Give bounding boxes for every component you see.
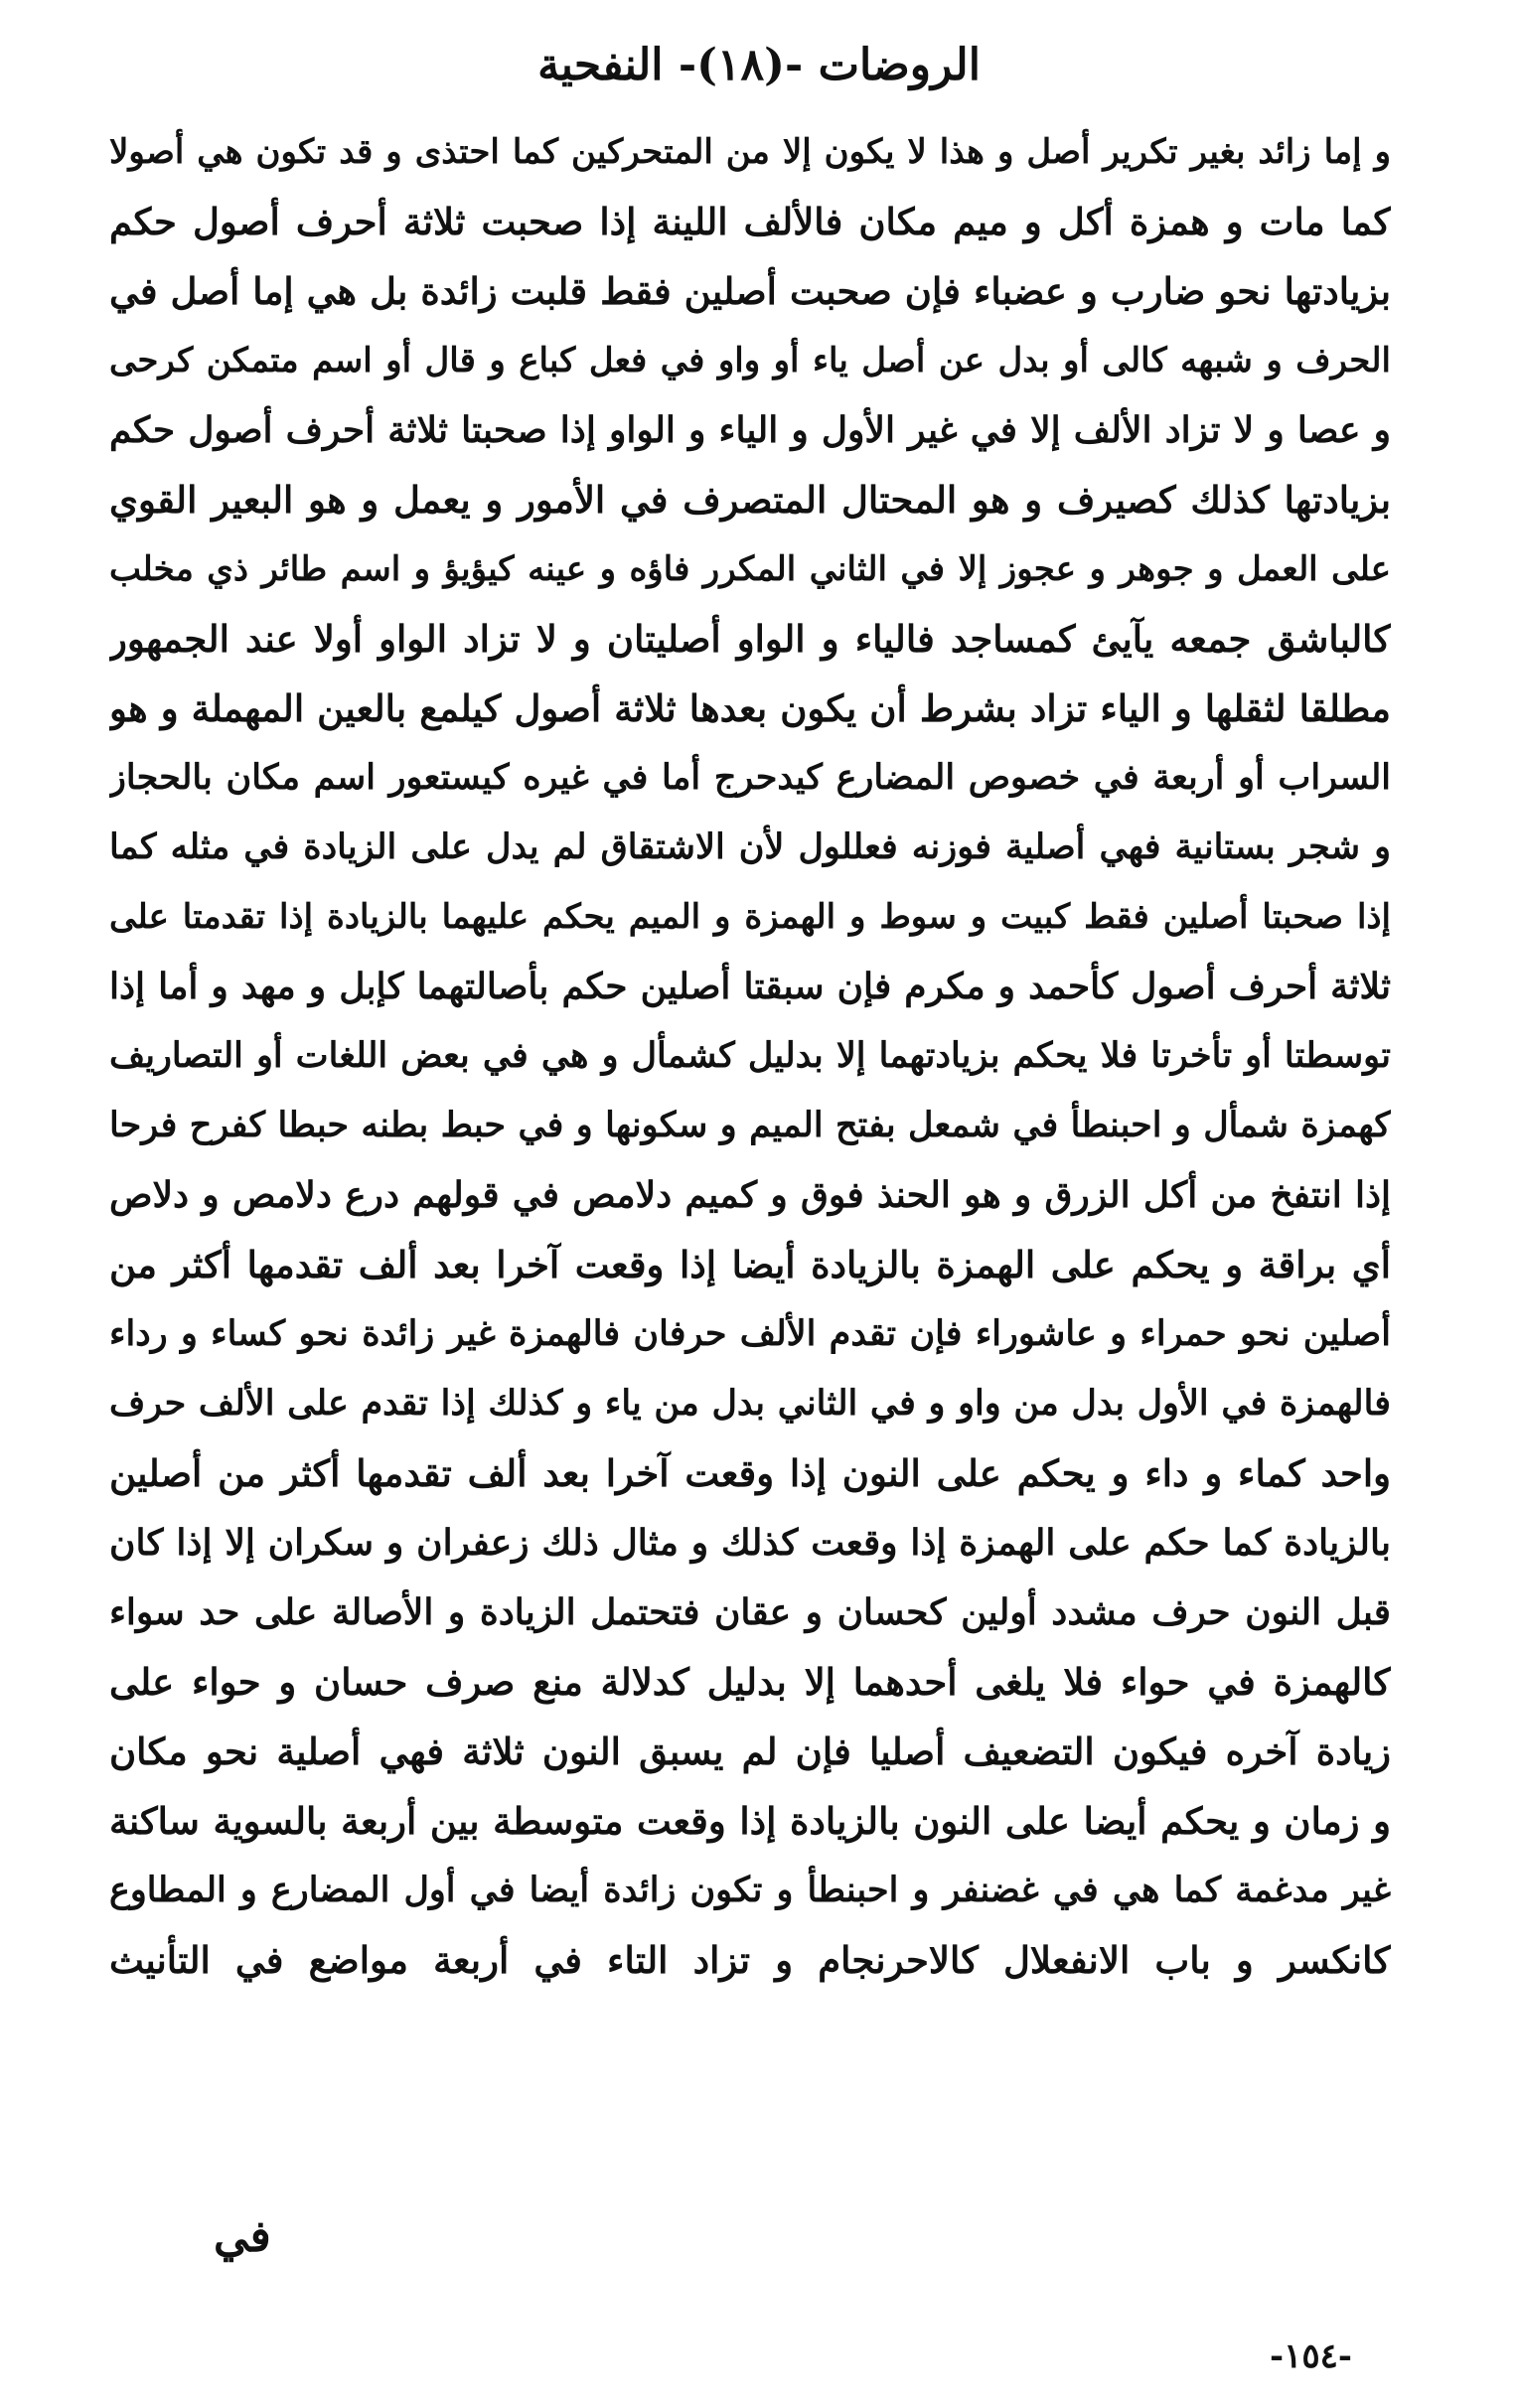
text-line: السراب أو أربعة في خصوص المضارع كيدحرج أما في غيره كيستعور اسم مكان بالحجاز (109, 757, 1391, 798)
text-line: أصلين نحو حمراء و عاشوراء فإن تقدم الألف حرفان فالهمزة غير زائدة نحو كساء و رداء (109, 1313, 1391, 1354)
catchword: في (214, 2211, 271, 2262)
body-text (109, 117, 1391, 1995)
text-line: الحرف و شبهه كالى أو بدل عن أصل ياء أو واو في فعل كباع و قال أو اسم متمكن كرحى (109, 341, 1391, 380)
text-line: و عصا و لا تزاد الألف إلا في غير الأول و الياء و الواو إذا صحبتا ثلاثة أحرف أصول حكم (109, 409, 1391, 451)
page-number: -١٥٤- (1270, 2336, 1353, 2376)
text-line: زيادة آخره فيكون التضعيف أصليا فإن لم يسبق النون ثلاثة فهي أصلية نحو مكان (109, 1730, 1391, 1773)
text-line: بزيادتها نحو ضارب و عضباء فإن صحبت أصلين فقط قلبت زائدة بل هي إما أصل في (109, 269, 1391, 313)
text-line: على العمل و جوهر و عجوز إلا في الثاني المكرر فاؤه و عينه كيؤيؤ و اسم طائر ذي مخلب (109, 549, 1391, 589)
text-line: غير مدغمة كما هي في غضنفر و احبنطأ و تكون زائدة أيضا في أول المضارع و المطاوع (109, 1870, 1391, 1910)
page-header: الروضات -(١٨)- النفحية (537, 40, 981, 90)
text-line: إذا صحبتا أصلين فقط كبيت و سوط و الهمزة و الميم يحكم عليهما بالزيادة إذا تقدمتا على (109, 897, 1391, 937)
text-line: ثلاثة أحرف أصول كأحمد و مكرم فإن سبقتا أصلين حكم بأصالتهما كإبل و مهد و أما إذا (109, 966, 1391, 1007)
text-line: و زمان و يحكم أيضا على النون بالزيادة إذا وقعت متوسطة بين أربعة بالسوية ساكنة (109, 1799, 1391, 1843)
text-line: بالزيادة كما حكم على الهمزة إذا وقعت كذلك و مثال ذلك زعفران و سكران إلا إذا كان (109, 1522, 1391, 1564)
text-line: بزيادتها كذلك كصيرف و هو المحتال المتصرف في الأمور و يعمل و هو البعير القوي (109, 478, 1391, 522)
text-line: كالباشق جمعه يآيئ كمساجد فالياء و الواو أصليتان و لا تزاد الواو أولا عند الجمهور (109, 617, 1391, 661)
text-line: مطلقا لثقلها و الياء تزاد بشرط أن يكون بعدها ثلاثة أصول كيلمع بالعين المهملة و هو (109, 686, 1391, 730)
text-line: أي براقة و يحكم على الهمزة بالزيادة أيضا إذا وقعت آخرا بعد ألف تقدمها أكثر من (109, 1243, 1391, 1286)
text-line: و إما زائد بغير تكرير أصل و هذا لا يكون إلا من المتحركين كما احتذى و قد تكون هي أصولا (109, 132, 1391, 172)
text-line: كانكسر و باب الانفعلال كالاحرنجام و تزاد التاء في أربعة مواضع في التأنيث (109, 1938, 1391, 1982)
text-line: فالهمزة في الأول بدل من واو و في الثاني بدل من ياء و كذلك إذا تقدم على الألف حرف (109, 1383, 1391, 1424)
text-line: واحد كماء و داء و يحكم على النون إذا وقعت آخرا بعد ألف تقدمها أكثر من أصلين (109, 1451, 1391, 1495)
text-line: كالهمزة في حواء فلا يلغى أحدهما إلا بدليل كدلالة منع صرف حسان و حواء على (109, 1660, 1391, 1704)
text-line: قبل النون حرف مشدد أولين كحسان و عقان فتحتمل الزيادة و الأصالة على حد سواء (109, 1591, 1391, 1633)
text-line: كهمزة شمأل و احبنطأ في شمعل بفتح الميم و سكونها و في حبط بطنه حبطا كفرح فرحا (109, 1105, 1391, 1145)
text-line: و شجر بستانية فهي أصلية فوزنه فعللول لأن الاشتقاق لم يدل على الزيادة في مثله كما (109, 827, 1391, 867)
text-line: توسطتا أو تأخرتا فلا يحكم بزيادتهما إلا بدليل كشمأل و هي في بعض اللغات أو التصاريف (109, 1035, 1391, 1076)
text-line: إذا انتفخ من أكل الزرق و هو الحنذ فوق و كميم دلامص في قولهم درع دلامص و دلاص (109, 1174, 1391, 1216)
text-line: كما مات و همزة أكل و ميم مكان فالألف اللينة إذا صحبت ثلاثة أحرف أصول حكم (109, 200, 1391, 243)
